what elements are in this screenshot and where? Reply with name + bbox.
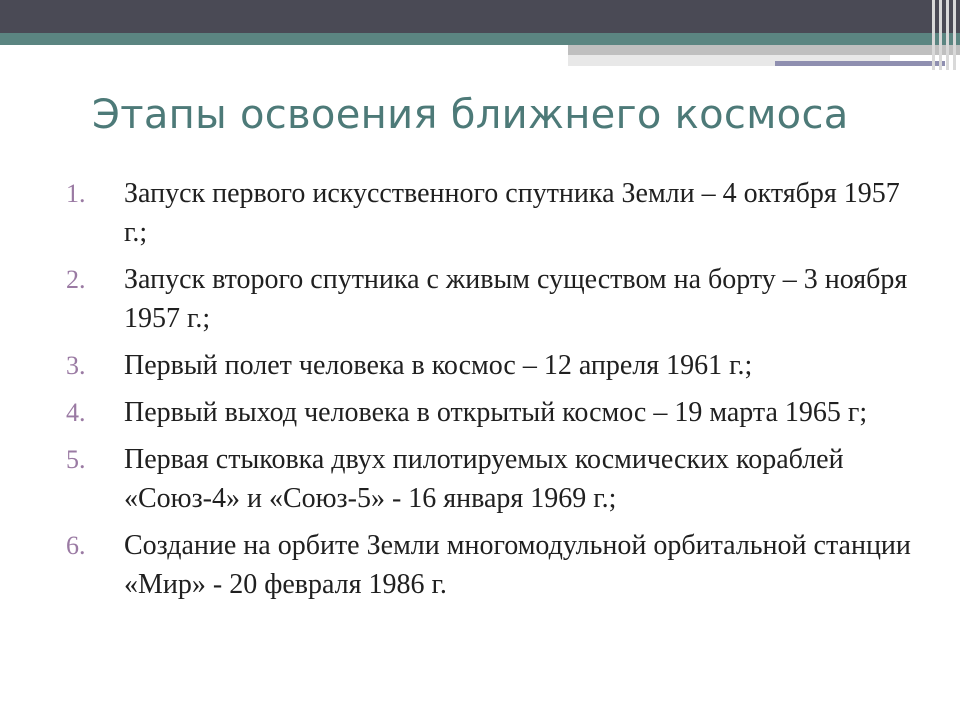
list-item-text: Запуск второго спутника с живым существом на борту – 3 ноября 1957 г.;: [124, 264, 908, 334]
header-teal-line: [0, 33, 960, 45]
list-item: [66, 393, 916, 432]
list-item: [66, 526, 916, 604]
list-item: [66, 260, 916, 338]
list-item-number: 4.: [66, 398, 86, 427]
list-item: [66, 174, 916, 252]
header-accent-bar-violet: [775, 61, 945, 66]
list-item-number: 6.: [66, 531, 86, 560]
stages-list: [66, 174, 916, 612]
list-item: [66, 346, 916, 385]
header-band: [0, 0, 960, 33]
list-item-text: Первый выход человека в открытый космос – 19 марта 1965 г;: [124, 397, 868, 428]
list-item-number: 5.: [66, 445, 86, 474]
header-stripes: [928, 0, 960, 70]
list-item-text: Первый полет человека в космос – 12 апреля 1961 г.;: [124, 350, 753, 381]
list-item-text: Создание на орбите Земли многомодульной орбитальной станции «Мир» - 20 февраля 1986 г.: [124, 530, 911, 600]
slide-title: Этапы освоения ближнего космоса: [92, 92, 849, 138]
list-item-number: 1.: [66, 179, 86, 208]
list-item-number: 3.: [66, 351, 86, 380]
list-item: [66, 440, 916, 518]
header-accent-bar: [568, 45, 960, 55]
list-item-text: Первая стыковка двух пилотируемых космических кораблей «Союз-4» и «Союз-5» - 16 января 1969 г.;: [124, 444, 844, 514]
list-item-number: 2.: [66, 265, 86, 294]
list-item-text: Запуск первого искусственного спутника Земли – 4 октября 1957 г.;: [124, 178, 900, 248]
